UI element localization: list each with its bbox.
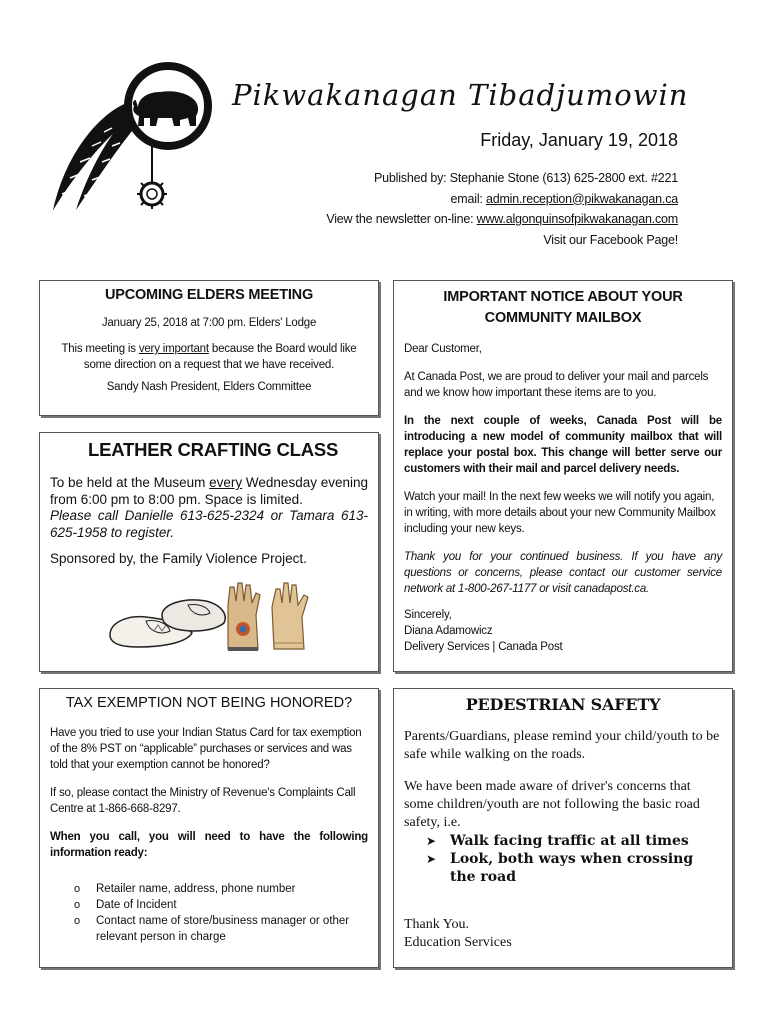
mailbox-dept: Delivery Services | Canada Post (404, 641, 563, 653)
glove-icon (272, 583, 308, 649)
list-item: o Date of Incident (74, 897, 368, 913)
mailbox-notice-box (393, 280, 733, 672)
website-link[interactable]: www.algonquinsofpikwakanagan.com (476, 212, 678, 226)
mailbox-paragraph-3: Watch your mail! In the next few weeks we will notify you again, in writing, with more details about your new Community Mailbox including your new keys. (404, 491, 716, 535)
pedestrian-signoff: Education Services (404, 935, 512, 950)
leather-heading: LEATHER CRAFTING CLASS (88, 439, 339, 460)
elders-meeting-box (39, 280, 379, 416)
facebook-line: Visit our Facebook Page! (543, 232, 678, 247)
list-item: ➤ Look, both ways when crossing the road (426, 850, 722, 886)
pedestrian-safety-box (393, 688, 733, 968)
elders-heading: UPCOMING ELDERS MEETING (104, 287, 314, 303)
issue-date: Friday, January 19, 2018 (480, 130, 678, 150)
pedestrian-heading: PEDESTRIAN SAFETY (465, 695, 661, 714)
elders-when: January 25, 2018 at 7:00 pm. Elders' Lodge (101, 317, 317, 329)
pedestrian-paragraph-2: We have been made aware of driver's concerns that some children/youth are not following the basic road safety, i.e. (404, 779, 700, 830)
feather-icon (52, 102, 132, 212)
tax-paragraph-1: Have you tried to use your Indian Status Card for tax exemption of the 8% PST on “applicable” purchases or services and was told that your exemption cannot be honored? (50, 727, 362, 771)
email-line: email: admin.reception@pikwakanagan.ca (450, 191, 678, 206)
publisher-line: Published by: Stephanie Stone (613) 625-2800 ext. #221 (373, 171, 678, 185)
list-item: o Contact name of store/business manager or other relevant person in charge (74, 913, 368, 945)
mailbox-paragraph-2: In the next couple of weeks, Canada Post will be introducing a new model of community mailbox that will replace your postal box. This change will better serve our customers with their mail and parcel delivery needs. (404, 415, 722, 475)
dreamcatcher-bear-logo (40, 62, 230, 237)
pedestrian-thanks: Thank You. (404, 917, 469, 932)
tax-heading: TAX EXEMPTION NOT BEING HONORED? (65, 695, 353, 711)
mailbox-closing: Sincerely, (404, 609, 452, 621)
leather-sponsor: Sponsored by, the Family Violence Project. (50, 551, 307, 566)
publication-info (326, 168, 678, 250)
pedestrian-rules (404, 832, 722, 886)
elders-text: This meeting is very important because the Board would like some direction on a request that we have received. (61, 343, 357, 371)
moccasins-and-gloves-image (106, 575, 326, 655)
glove-icon (228, 583, 260, 649)
website-line: View the newsletter on-line: www.algonquinsofpikwakanagan.com (326, 212, 678, 226)
tax-exemption-box (39, 688, 379, 968)
newsletter-title: Pikwakanagan Tibadjumowin (232, 78, 689, 112)
mailbox-name: Diana Adamowicz (404, 625, 493, 637)
moccasins-icon (110, 600, 225, 647)
leather-crafting-box (39, 432, 379, 672)
tax-paragraph-3: When you call, you will need to have the following information ready: (50, 831, 368, 859)
bear-icon (133, 91, 198, 126)
email-link[interactable]: admin.reception@pikwakanagan.ca (485, 191, 678, 206)
small-dreamcatcher-icon (137, 180, 167, 209)
pedestrian-paragraph-1: Parents/Guardians, please remind your child/youth to be safe while walking on the roads. (404, 729, 720, 762)
tax-info-list (50, 881, 368, 945)
tax-paragraph-2: If so, please contact the Ministry of Revenue's Complaints Call Centre at 1-866-668-8297. (50, 787, 356, 815)
leather-text: To be held at the Museum every Wednesday evening from 6:00 pm to 8:00 pm. Space is limited. Please call Danielle 613-625-2324 or Tamara 613-625-1958 to register. (50, 475, 369, 540)
elders-signoff: Sandy Nash President, Elders Committee (106, 381, 312, 393)
list-item: o Retailer name, address, phone number (74, 881, 368, 897)
mailbox-greeting: Dear Customer, (404, 343, 482, 355)
list-item: ➤ Walk facing traffic at all times (426, 832, 722, 850)
mailbox-paragraph-4: Thank you for your continued business. If you have any questions or concerns, please contact our customer service network at 1-800-267-1177 or visit canadapost.ca. (404, 551, 722, 595)
mailbox-paragraph-1: At Canada Post, we are proud to deliver your mail and parcels and we know how important these items are to you. (404, 371, 709, 399)
mailbox-heading: IMPORTANT NOTICE ABOUT YOUR COMMUNITY MAILBOX (443, 289, 683, 326)
